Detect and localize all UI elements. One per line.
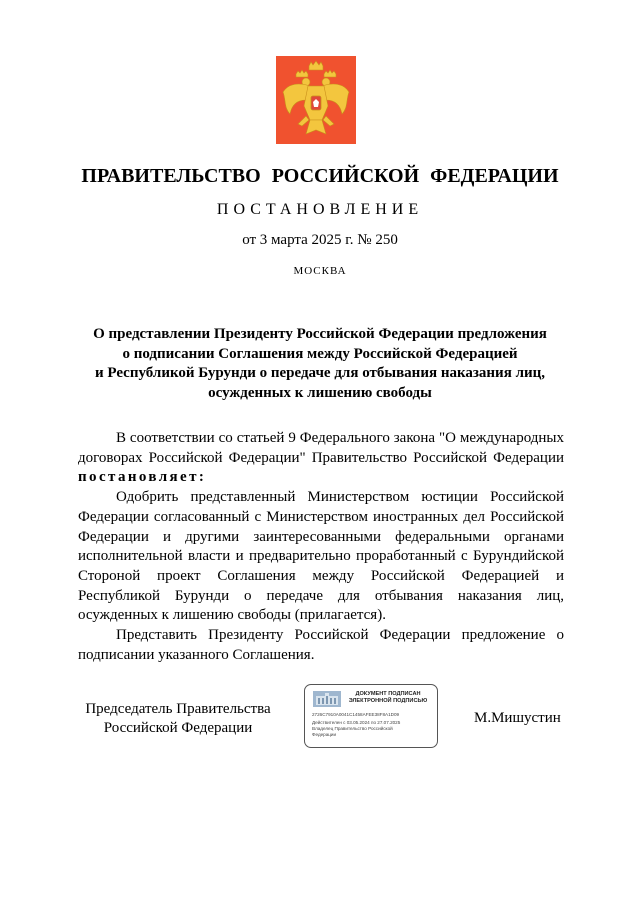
heading-line: и Республикой Бурунди о передаче для отбывания наказания лиц,	[94, 365, 546, 381]
certificate-owner: Владелец Правительство Российской	[312, 726, 393, 731]
electronic-signature-stamp	[304, 684, 438, 748]
position-line: Российской Федерации	[103, 720, 253, 736]
coat-of-arms-icon	[276, 56, 356, 144]
heading-line: осужденных к лишению свободы	[208, 384, 432, 401]
signatory-position	[78, 700, 278, 738]
document-city: МОСКВА	[293, 265, 347, 277]
position-line: Председатель Правительства	[85, 701, 271, 717]
heading-line: о подписании Соглашения между Российской Федерацией	[122, 345, 518, 362]
heading-line: О представлении Президенту Российской Федерации предложения	[93, 326, 547, 342]
government-title: ПРАВИТЕЛЬСТВО РОССИЙСКОЙ ФЕДЕРАЦИИ	[81, 165, 559, 187]
document-heading	[70, 325, 570, 403]
stamp-title	[341, 691, 435, 705]
resolution-keyword: постановляет:	[78, 469, 207, 486]
body-paragraph-1	[78, 429, 564, 488]
body-paragraph-3: Представить Президенту Российской Федерации предложение о подписании указанного Соглашения.	[78, 627, 564, 663]
body-paragraph-2: Одобрить представленный Министерством юстиции Российской Федерации согласованный с Министерством иностранных дел Российской Федерации и другими заинтересованными федеральными органами исполнительной власти и предварительно проработанный с Бурундийской Стороной проект Соглашения между Российской Федерацией и Республикой Бурунди о передаче для отбывания наказания лиц, осужденных к лишению свободы (прилагается).	[78, 489, 564, 624]
certificate-validity: Действителен с 03.05.2024 по 27.07.2025	[312, 720, 401, 725]
certificate-serial: 2726C7910A0041C1458AFEE38F8A1D09	[312, 712, 400, 717]
paragraph-text: В соответствии со статьей 9 Федерального закона "О международных договорах Российской Федерации" Правительство Российской Федерации	[78, 430, 564, 466]
document-type: ПОСТАНОВЛЕНИЕ	[216, 201, 424, 218]
document-body	[78, 429, 564, 665]
stamp-title-line: ДОКУМЕНТ ПОДПИСАН	[355, 691, 421, 697]
government-building-icon	[313, 691, 341, 707]
document-date: от 3 марта 2025 г. № 250	[242, 232, 398, 248]
signatory-name: М.Мишустин	[474, 710, 561, 726]
stamp-title-line: ЭЛЕКТРОННОЙ ПОДПИСЬЮ	[348, 698, 428, 704]
certificate-owner-cont: Федерации	[312, 732, 337, 737]
